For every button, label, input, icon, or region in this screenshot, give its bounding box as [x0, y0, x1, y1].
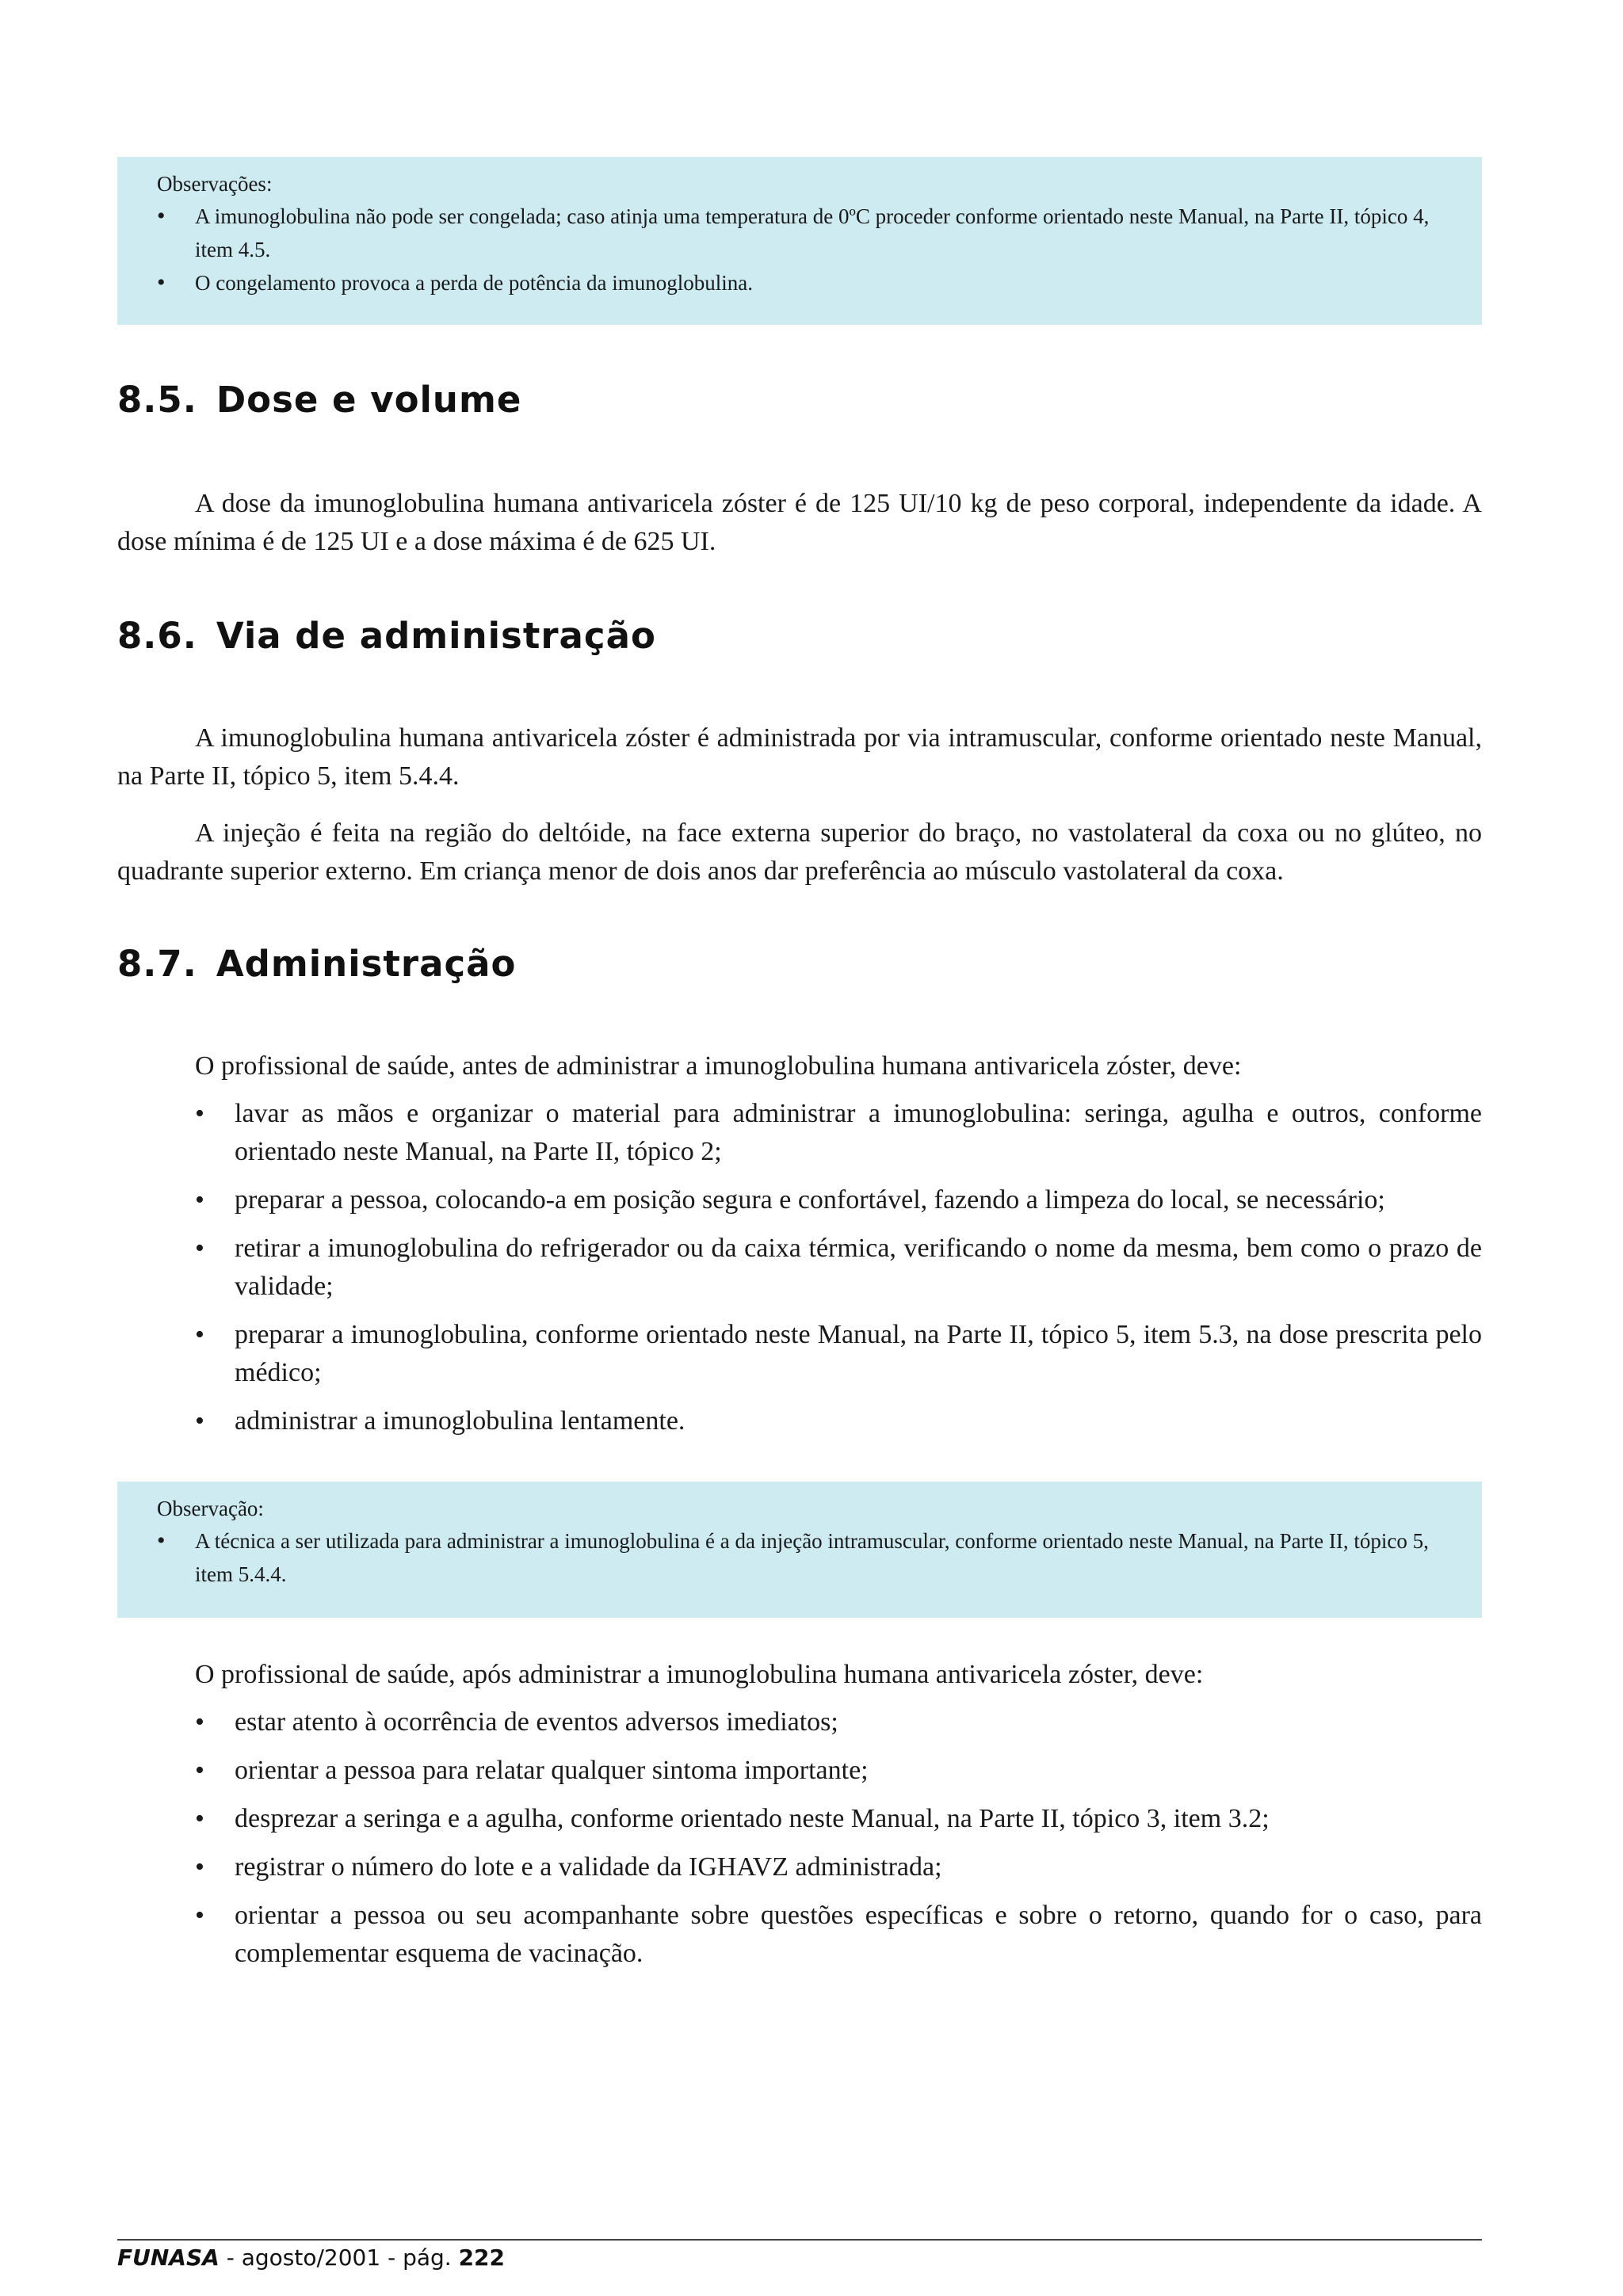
steps-after-list — [195, 1703, 1482, 1983]
bullet-icon: • — [195, 1320, 204, 1349]
bullet-icon: • — [195, 1099, 204, 1128]
observation-list — [157, 1524, 1442, 1591]
list-item: • administrar a imunoglobulina lentamente. — [195, 1402, 1482, 1440]
section-heading-8-6: 8.6. Via de administração — [117, 615, 656, 657]
list-item: • A imunoglobulina não pode ser congelada; caso atinja uma temperatura de 0ºC proceder conforme orientado neste Manual, na Parte II, tópico 4, item 4.5. — [157, 200, 1442, 266]
observations-list — [157, 200, 1442, 299]
section-heading-8-5: 8.5. Dose e volume — [117, 379, 522, 421]
observation-box — [117, 1482, 1482, 1618]
list-intro-after: O profissional de saúde, após administrar a imunoglobulina humana antivaricela zóster, deve: — [195, 1660, 1204, 1689]
list-item: • O congelamento provoca a perda de potência da imunoglobulina. — [157, 266, 1442, 299]
page-footer — [117, 2242, 505, 2274]
list-intro-before: O profissional de saúde, antes de administrar a imunoglobulina humana antivaricela zóster, deve: — [195, 1051, 1242, 1081]
footer-date: - agosto/2001 - pág. — [219, 2245, 459, 2271]
list-item: • orientar a pessoa ou seu acompanhante sobre questões específicas e sobre o retorno, quando for o caso, para complementar esquema de vacinação. — [195, 1897, 1482, 1973]
list-item: • A técnica a ser utilizada para administrar a imunoglobulina é a da injeção intramuscular, conforme orientado neste Manual, na Parte II, tópico 5, item 5.4.4. — [157, 1524, 1442, 1591]
list-item: • desprezar a seringa e a agulha, conforme orientado neste Manual, na Parte II, tópico 3, item 3.2; — [195, 1800, 1482, 1838]
bullet-icon: • — [157, 1527, 166, 1554]
bullet-icon: • — [195, 1406, 204, 1436]
footer-org: FUNASA — [117, 2245, 220, 2271]
steps-before-list — [195, 1095, 1482, 1451]
footer-divider — [117, 2239, 1482, 2241]
observations-title: Observações: — [157, 172, 273, 196]
bullet-icon: • — [195, 1804, 204, 1833]
list-item: • preparar a pessoa, colocando-a em posição segura e confortável, fazendo a limpeza do local, se necessário; — [195, 1181, 1482, 1219]
bullet-icon: • — [195, 1756, 204, 1785]
list-item: • estar atento à ocorrência de eventos adversos imediatos; — [195, 1703, 1482, 1741]
paragraph: A injeção é feita na região do deltóide, na face externa superior do braço, no vastolateral da coxa ou no glúteo, no quadrante superior externo. Em criança menor de dois anos dar preferência ao músculo vastolateral da coxa. — [117, 818, 1482, 886]
observations-box — [117, 157, 1482, 325]
paragraph: A imunoglobulina humana antivaricela zóster é administrada por via intramuscular, conforme orientado neste Manual, na Parte II, tópico 5, item 5.4.4. — [117, 723, 1482, 791]
bullet-icon: • — [157, 269, 166, 296]
list-item: • registrar o número do lote e a validade da IGHAVZ administrada; — [195, 1848, 1482, 1886]
bullet-icon: • — [195, 1901, 204, 1930]
bullet-icon: • — [157, 203, 166, 229]
observation-title: Observação: — [157, 1497, 264, 1520]
bullet-icon: • — [195, 1185, 204, 1215]
bullet-icon: • — [195, 1234, 204, 1263]
list-item: • preparar a imunoglobulina, conforme orientado neste Manual, na Parte II, tópico 5, item 5.3, na dose prescrita pelo médico; — [195, 1316, 1482, 1392]
list-item: • orientar a pessoa para relatar qualquer sintoma importante; — [195, 1752, 1482, 1790]
bullet-icon: • — [195, 1707, 204, 1737]
list-item: • lavar as mãos e organizar o material para administrar a imunoglobulina: seringa, agulha e outros, conforme orientado neste Manual, na Parte II, tópico 2; — [195, 1095, 1482, 1171]
page-number: 222 — [458, 2245, 506, 2271]
list-item: • retirar a imunoglobulina do refrigerador ou da caixa térmica, verificando o nome da mesma, bem como o prazo de validade; — [195, 1230, 1482, 1306]
section-heading-8-7: 8.7. Administração — [117, 943, 517, 985]
paragraph: A dose da imunoglobulina humana antivaricela zóster é de 125 UI/10 kg de peso corporal, independente da idade. A dose mínima é de 125 UI e a dose máxima é de 625 UI. — [117, 489, 1482, 556]
bullet-icon: • — [195, 1852, 204, 1882]
